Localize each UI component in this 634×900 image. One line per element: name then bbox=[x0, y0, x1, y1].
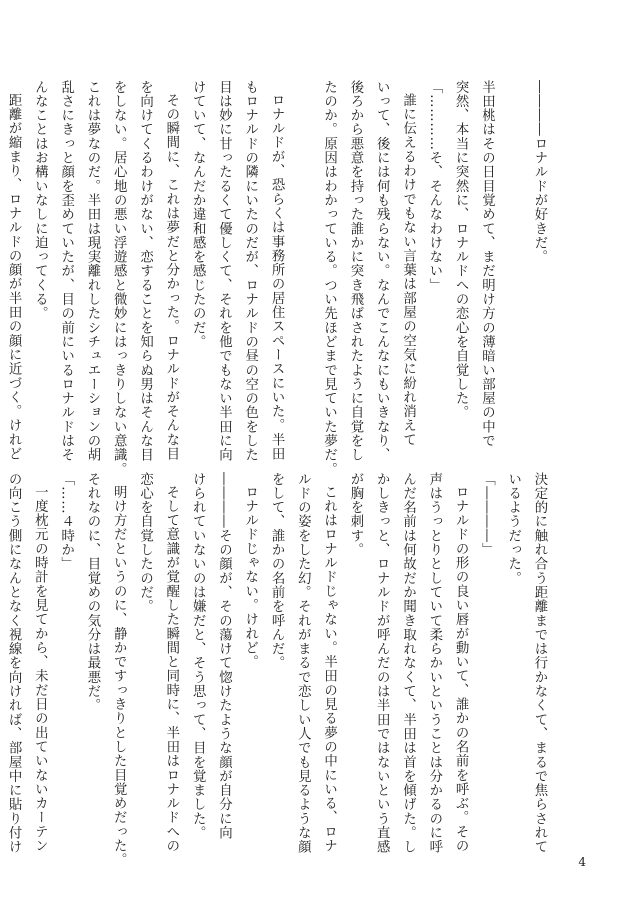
line: 後ろから悪意を持った誰かに突き飛ばされたように自覚をし bbox=[347, 80, 363, 463]
line: けられていないのは嫌だと、そう思って、目を覚ました。 bbox=[190, 472, 206, 840]
line: 決定的に触れ合う距離までは行かなくて、まるで焦らされて bbox=[532, 472, 547, 855]
line: んだ名前は何故だか聞き取れなくて、半田は首を傾げた。し bbox=[400, 472, 416, 855]
line: 恋心を自覚したのだ。 bbox=[137, 472, 153, 614]
line: ルドの姿をした幻。それがまるで恋しい人でも見るような顔 bbox=[295, 472, 311, 855]
line: を向けてくるわけがない、恋することを知らぬ男はそんな目 bbox=[137, 80, 153, 463]
line: もロナルドの隣にいたのだが、ロナルドの昼の空の色をした bbox=[242, 80, 258, 463]
text-block-top bbox=[6, 80, 552, 477]
line: それなのに、目覚めの気分は最悪だ。 bbox=[84, 472, 100, 713]
line: いって、後には何も残らない。なんでこんなにもいきなり、 bbox=[374, 80, 390, 463]
line: 一度枕元の時計を見てから、未だ日の出ていないカーテン bbox=[32, 485, 48, 853]
line: 目は妙に甘ったるくて優しくて、それを他でもない半田に向 bbox=[216, 80, 232, 463]
line: その瞬間に、これは夢だと分かった。ロナルドがそんな目 bbox=[163, 93, 179, 461]
text-block-bottom bbox=[6, 472, 552, 868]
line: かしきっと、ロナルドが呼んだのは半田ではないという直感 bbox=[374, 472, 390, 855]
line: んなことはお構いなしに迫ってくる。 bbox=[32, 80, 48, 321]
line: ロナルドの形の良い唇が動いて、誰かの名前を呼ぶ。その bbox=[453, 485, 469, 853]
line: 「…………そ、そんなわけない」 bbox=[426, 80, 442, 293]
line: をしない。居心地の悪い浮遊感と微妙にはっきりしない意識。 bbox=[111, 80, 127, 477]
line: ――――ロナルドが好きだ。 bbox=[532, 80, 547, 264]
line: ロナルドが、恐らくは事務所の居住スペースにいた。半田 bbox=[269, 93, 285, 461]
line: をして、誰かの名前を呼んだ。 bbox=[269, 472, 285, 671]
page-number: 4 bbox=[578, 855, 586, 869]
line: 誰に伝えるわけでもない言葉は部屋の空気に紛れ消えて bbox=[400, 93, 416, 447]
line: ――――その顔が、その蕩けて惚けたような顔が自分に向 bbox=[216, 472, 232, 840]
line: 声はうっとりとしていて柔らかいということは分かるのに呼 bbox=[426, 472, 442, 855]
line: 「……４時か」 bbox=[58, 472, 74, 572]
line: これは夢なのだ。半田は現実離れしたシチュエーションの胡 bbox=[84, 80, 100, 463]
blank-line bbox=[499, 80, 525, 452]
line: 乱さにきっと顔を歪めていたが、目の前にいるロナルドはそ bbox=[58, 80, 74, 463]
line: 半田桃はその日目覚めて、まだ明け方の薄暗い部屋の中で bbox=[479, 80, 495, 448]
line: が胸を刺す。 bbox=[347, 472, 363, 557]
line: そして意識が覚醒した瞬間と同時に、半田はロナルドへの bbox=[163, 485, 179, 853]
line: けていて、なんだか違和感を感じたのだ。 bbox=[190, 80, 206, 349]
line: 突然、本当に突然に、ロナルドへの恋心を自覚した。 bbox=[453, 80, 469, 420]
line: たのか。原因はわかっている。つい先ほどまで見ていた夢だ。 bbox=[321, 80, 337, 477]
line: いるようだった。 bbox=[505, 472, 521, 586]
blank-line bbox=[289, 80, 315, 452]
line: 距離が縮まり、ロナルドの顔が半田の顔に近づく。けれど bbox=[6, 93, 22, 461]
line: これはロナルドじゃない。半田の見る夢の中にいる、ロナ bbox=[321, 485, 337, 853]
line: 「――――」 bbox=[479, 472, 495, 557]
line: 明け方だというのに、静かですっきりとした目覚めだった。 bbox=[111, 485, 127, 868]
line: の向こう側になんとなく視線を向ければ、部屋中に貼り付け bbox=[6, 472, 22, 855]
line: ロナルドじゃない。けれど。 bbox=[242, 485, 258, 669]
